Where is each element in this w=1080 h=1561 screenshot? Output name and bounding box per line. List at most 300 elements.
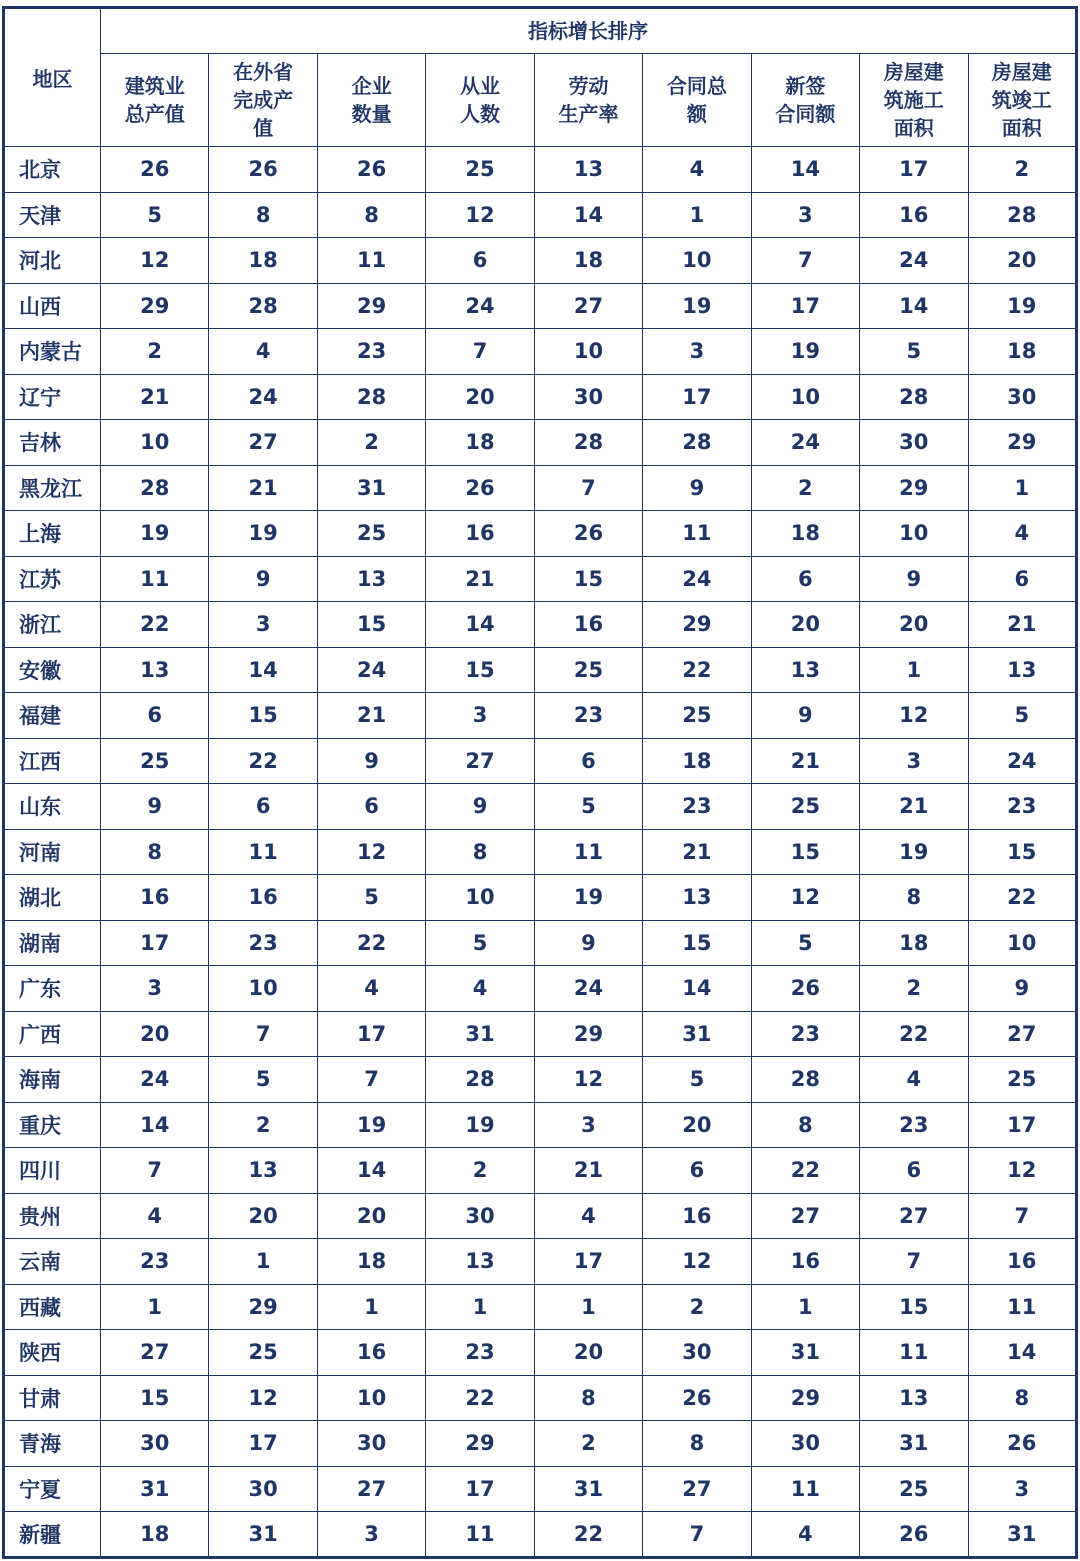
rank-cell: 16 — [101, 875, 209, 921]
rank-cell: 25 — [751, 784, 859, 830]
region-column-header: 地区 — [4, 8, 101, 147]
rank-cell: 14 — [426, 602, 534, 648]
rank-cell: 18 — [209, 238, 317, 284]
rank-cell: 4 — [643, 147, 751, 193]
region-name: 广西 — [4, 1011, 101, 1057]
rank-cell: 8 — [426, 829, 534, 875]
region-name: 宁夏 — [4, 1466, 101, 1512]
rank-cell: 18 — [534, 238, 642, 284]
rank-cell: 3 — [968, 1466, 1077, 1512]
rank-cell: 14 — [317, 1148, 425, 1194]
rank-cell: 22 — [209, 738, 317, 784]
table-row — [4, 1057, 1077, 1103]
table-row — [4, 738, 1077, 784]
rank-cell: 3 — [317, 1512, 425, 1558]
rank-cell: 2 — [643, 1284, 751, 1330]
rank-cell: 30 — [643, 1330, 751, 1376]
rank-cell: 17 — [534, 1239, 642, 1285]
rank-cell: 30 — [209, 1466, 317, 1512]
rank-cell: 21 — [426, 556, 534, 602]
rank-cell: 29 — [751, 1375, 859, 1421]
rank-cell: 17 — [209, 1421, 317, 1467]
rank-cell: 15 — [968, 829, 1077, 875]
rank-cell: 8 — [317, 192, 425, 238]
rank-cell: 7 — [751, 238, 859, 284]
region-name: 云南 — [4, 1239, 101, 1285]
rank-cell: 18 — [317, 1239, 425, 1285]
rank-cell: 27 — [751, 1193, 859, 1239]
table-row — [4, 1421, 1077, 1467]
rank-cell: 3 — [534, 1102, 642, 1148]
rank-cell: 7 — [209, 1011, 317, 1057]
rank-cell: 16 — [860, 192, 968, 238]
rank-cell: 30 — [426, 1193, 534, 1239]
rank-cell: 8 — [209, 192, 317, 238]
table-row — [4, 1193, 1077, 1239]
column-header-row — [4, 54, 1077, 147]
rank-cell: 13 — [751, 647, 859, 693]
rank-cell: 18 — [860, 920, 968, 966]
rank-cell: 20 — [643, 1102, 751, 1148]
rank-cell: 19 — [101, 511, 209, 557]
rank-cell: 12 — [317, 829, 425, 875]
region-name: 安徽 — [4, 647, 101, 693]
rank-cell: 15 — [426, 647, 534, 693]
table-row — [4, 556, 1077, 602]
table-row — [4, 1239, 1077, 1285]
rank-cell: 8 — [534, 1375, 642, 1421]
rank-cell: 22 — [968, 875, 1077, 921]
rank-cell: 23 — [317, 329, 425, 375]
rank-cell: 14 — [643, 966, 751, 1012]
rank-cell: 15 — [751, 829, 859, 875]
rank-cell: 9 — [860, 556, 968, 602]
table-body — [4, 147, 1077, 1558]
rank-cell: 9 — [426, 784, 534, 830]
region-name: 福建 — [4, 693, 101, 739]
rank-cell: 19 — [426, 1102, 534, 1148]
rank-cell: 20 — [860, 602, 968, 648]
table-row — [4, 966, 1077, 1012]
rank-cell: 14 — [534, 192, 642, 238]
rank-cell: 21 — [209, 465, 317, 511]
rank-cell: 12 — [643, 1239, 751, 1285]
rank-cell: 15 — [534, 556, 642, 602]
region-name: 浙江 — [4, 602, 101, 648]
rank-cell: 4 — [534, 1193, 642, 1239]
rank-cell: 12 — [101, 238, 209, 284]
rank-cell: 26 — [751, 966, 859, 1012]
rank-cell: 31 — [209, 1512, 317, 1558]
rank-cell: 4 — [317, 966, 425, 1012]
rank-cell: 28 — [426, 1057, 534, 1103]
region-name: 湖南 — [4, 920, 101, 966]
rank-cell: 26 — [860, 1512, 968, 1558]
rank-cell: 13 — [317, 556, 425, 602]
table-row — [4, 1148, 1077, 1194]
rank-cell: 21 — [317, 693, 425, 739]
rank-cell: 19 — [643, 283, 751, 329]
rank-cell: 30 — [101, 1421, 209, 1467]
table-row — [4, 1284, 1077, 1330]
rank-cell: 25 — [426, 147, 534, 193]
rank-cell: 6 — [534, 738, 642, 784]
rank-cell: 27 — [860, 1193, 968, 1239]
rank-cell: 6 — [317, 784, 425, 830]
table-row — [4, 784, 1077, 830]
rank-cell: 26 — [209, 147, 317, 193]
region-name: 河北 — [4, 238, 101, 284]
rank-cell: 17 — [751, 283, 859, 329]
rank-cell: 1 — [860, 647, 968, 693]
rank-cell: 28 — [643, 420, 751, 466]
rank-cell: 3 — [643, 329, 751, 375]
column-header: 企业 数量 — [317, 54, 425, 147]
rank-cell: 6 — [968, 556, 1077, 602]
rank-cell: 19 — [209, 511, 317, 557]
rank-cell: 19 — [534, 875, 642, 921]
rank-cell: 24 — [643, 556, 751, 602]
rank-cell: 15 — [101, 1375, 209, 1421]
rank-cell: 9 — [317, 738, 425, 784]
rank-cell: 8 — [643, 1421, 751, 1467]
table-row — [4, 920, 1077, 966]
rank-cell: 5 — [643, 1057, 751, 1103]
rank-cell: 18 — [968, 329, 1077, 375]
rank-cell: 27 — [426, 738, 534, 784]
rank-cell: 26 — [426, 465, 534, 511]
rank-cell: 9 — [643, 465, 751, 511]
rank-cell: 20 — [968, 238, 1077, 284]
table-row — [4, 693, 1077, 739]
rank-cell: 22 — [101, 602, 209, 648]
header-group-row — [4, 8, 1077, 54]
rank-cell: 18 — [751, 511, 859, 557]
region-name: 江苏 — [4, 556, 101, 602]
rank-cell: 5 — [209, 1057, 317, 1103]
region-name: 天津 — [4, 192, 101, 238]
rank-cell: 10 — [426, 875, 534, 921]
region-name: 陕西 — [4, 1330, 101, 1376]
rank-cell: 14 — [101, 1102, 209, 1148]
rank-cell: 21 — [860, 784, 968, 830]
rank-cell: 20 — [426, 374, 534, 420]
rank-cell: 24 — [317, 647, 425, 693]
rank-cell: 7 — [860, 1239, 968, 1285]
rank-cell: 18 — [101, 1512, 209, 1558]
rank-cell: 10 — [101, 420, 209, 466]
rank-cell: 2 — [751, 465, 859, 511]
rank-cell: 28 — [751, 1057, 859, 1103]
region-name: 甘肃 — [4, 1375, 101, 1421]
rank-cell: 4 — [209, 329, 317, 375]
rank-cell: 11 — [860, 1330, 968, 1376]
rank-cell: 5 — [860, 329, 968, 375]
region-name: 湖北 — [4, 875, 101, 921]
rank-cell: 31 — [101, 1466, 209, 1512]
rank-cell: 2 — [860, 966, 968, 1012]
rank-cell: 1 — [534, 1284, 642, 1330]
rank-cell: 21 — [968, 602, 1077, 648]
rank-cell: 28 — [534, 420, 642, 466]
rank-cell: 23 — [968, 784, 1077, 830]
rank-cell: 23 — [209, 920, 317, 966]
rank-cell: 14 — [209, 647, 317, 693]
rank-cell: 2 — [968, 147, 1077, 193]
rank-cell: 19 — [751, 329, 859, 375]
rank-cell: 25 — [534, 647, 642, 693]
rank-cell: 6 — [209, 784, 317, 830]
rank-cell: 31 — [534, 1466, 642, 1512]
rank-cell: 15 — [860, 1284, 968, 1330]
region-name: 黑龙江 — [4, 465, 101, 511]
rank-cell: 29 — [209, 1284, 317, 1330]
rank-cell: 2 — [209, 1102, 317, 1148]
rank-cell: 16 — [426, 511, 534, 557]
rank-cell: 1 — [209, 1239, 317, 1285]
rank-cell: 29 — [534, 1011, 642, 1057]
rank-cell: 15 — [643, 920, 751, 966]
region-name: 山东 — [4, 784, 101, 830]
table-row — [4, 875, 1077, 921]
rank-cell: 8 — [968, 1375, 1077, 1421]
rank-cell: 7 — [968, 1193, 1077, 1239]
rank-cell: 16 — [643, 1193, 751, 1239]
rank-cell: 22 — [751, 1148, 859, 1194]
rank-cell: 23 — [643, 784, 751, 830]
table-header — [4, 8, 1077, 147]
region-name: 四川 — [4, 1148, 101, 1194]
rank-cell: 31 — [751, 1330, 859, 1376]
table-row — [4, 1011, 1077, 1057]
indicator-group-header: 指标增长排序 — [101, 8, 1077, 54]
rank-cell: 12 — [209, 1375, 317, 1421]
region-name: 内蒙古 — [4, 329, 101, 375]
rank-cell: 25 — [101, 738, 209, 784]
column-header: 合同总 额 — [643, 54, 751, 147]
rank-cell: 24 — [426, 283, 534, 329]
rank-cell: 20 — [209, 1193, 317, 1239]
rank-cell: 8 — [860, 875, 968, 921]
table-row — [4, 1330, 1077, 1376]
rank-cell: 13 — [426, 1239, 534, 1285]
rank-cell: 28 — [860, 374, 968, 420]
rank-cell: 10 — [209, 966, 317, 1012]
column-header: 劳动 生产率 — [534, 54, 642, 147]
rank-cell: 22 — [643, 647, 751, 693]
rank-cell: 5 — [101, 192, 209, 238]
column-header: 建筑业 总产值 — [101, 54, 209, 147]
rank-cell: 4 — [751, 1512, 859, 1558]
rank-cell: 27 — [643, 1466, 751, 1512]
rank-cell: 5 — [751, 920, 859, 966]
column-header: 房屋建 筑施工 面积 — [860, 54, 968, 147]
rank-cell: 5 — [968, 693, 1077, 739]
rank-cell: 20 — [101, 1011, 209, 1057]
rank-cell: 7 — [101, 1148, 209, 1194]
rank-cell: 21 — [101, 374, 209, 420]
table-row — [4, 1466, 1077, 1512]
rank-cell: 26 — [968, 1421, 1077, 1467]
rank-cell: 4 — [968, 511, 1077, 557]
rank-cell: 6 — [751, 556, 859, 602]
rank-cell: 14 — [751, 147, 859, 193]
table-row — [4, 420, 1077, 466]
rank-cell: 12 — [751, 875, 859, 921]
rank-cell: 11 — [426, 1512, 534, 1558]
rank-cell: 7 — [426, 329, 534, 375]
rank-cell: 25 — [317, 511, 425, 557]
region-name: 山西 — [4, 283, 101, 329]
region-name: 河南 — [4, 829, 101, 875]
rank-cell: 12 — [426, 192, 534, 238]
rank-cell: 4 — [101, 1193, 209, 1239]
rank-cell: 24 — [860, 238, 968, 284]
rank-cell: 27 — [968, 1011, 1077, 1057]
rank-cell: 17 — [860, 147, 968, 193]
rank-cell: 23 — [101, 1239, 209, 1285]
rank-cell: 27 — [101, 1330, 209, 1376]
rank-cell: 17 — [426, 1466, 534, 1512]
rank-cell: 13 — [968, 647, 1077, 693]
rank-cell: 7 — [534, 465, 642, 511]
rank-cell: 20 — [317, 1193, 425, 1239]
region-name: 辽宁 — [4, 374, 101, 420]
rank-cell: 11 — [968, 1284, 1077, 1330]
table-row — [4, 1512, 1077, 1558]
rank-cell: 2 — [534, 1421, 642, 1467]
rank-cell: 14 — [968, 1330, 1077, 1376]
rank-cell: 9 — [101, 784, 209, 830]
table-row — [4, 465, 1077, 511]
rank-cell: 11 — [534, 829, 642, 875]
rank-cell: 20 — [534, 1330, 642, 1376]
rank-cell: 29 — [860, 465, 968, 511]
rank-cell: 23 — [534, 693, 642, 739]
rank-cell: 10 — [751, 374, 859, 420]
rank-cell: 23 — [426, 1330, 534, 1376]
rank-cell: 24 — [209, 374, 317, 420]
region-name: 吉林 — [4, 420, 101, 466]
table-row — [4, 283, 1077, 329]
rank-cell: 27 — [534, 283, 642, 329]
rank-cell: 21 — [751, 738, 859, 784]
ranking-table — [2, 6, 1078, 1559]
rank-cell: 27 — [317, 1466, 425, 1512]
rank-cell: 26 — [643, 1375, 751, 1421]
rank-cell: 16 — [751, 1239, 859, 1285]
region-name: 海南 — [4, 1057, 101, 1103]
rank-cell: 4 — [426, 966, 534, 1012]
rank-cell: 8 — [101, 829, 209, 875]
rank-cell: 10 — [534, 329, 642, 375]
rank-cell: 22 — [426, 1375, 534, 1421]
rank-cell: 1 — [317, 1284, 425, 1330]
table-row — [4, 829, 1077, 875]
table-row — [4, 602, 1077, 648]
rank-cell: 22 — [534, 1512, 642, 1558]
rank-cell: 16 — [534, 602, 642, 648]
rank-cell: 6 — [426, 238, 534, 284]
rank-cell: 17 — [968, 1102, 1077, 1148]
rank-cell: 9 — [534, 920, 642, 966]
column-header: 从业 人数 — [426, 54, 534, 147]
region-name: 新疆 — [4, 1512, 101, 1558]
rank-cell: 3 — [101, 966, 209, 1012]
rank-cell: 2 — [426, 1148, 534, 1194]
rank-cell: 9 — [209, 556, 317, 602]
rank-cell: 8 — [751, 1102, 859, 1148]
rank-cell: 10 — [968, 920, 1077, 966]
rank-cell: 25 — [643, 693, 751, 739]
table-row — [4, 147, 1077, 193]
rank-cell: 31 — [968, 1512, 1077, 1558]
region-name: 江西 — [4, 738, 101, 784]
table-row — [4, 1375, 1077, 1421]
table-row — [4, 329, 1077, 375]
rank-cell: 6 — [101, 693, 209, 739]
rank-cell: 9 — [751, 693, 859, 739]
rank-cell: 7 — [317, 1057, 425, 1103]
rank-cell: 31 — [860, 1421, 968, 1467]
rank-cell: 26 — [534, 511, 642, 557]
rank-cell: 6 — [860, 1148, 968, 1194]
rank-cell: 15 — [209, 693, 317, 739]
rank-cell: 30 — [534, 374, 642, 420]
rank-cell: 10 — [860, 511, 968, 557]
rank-cell: 20 — [751, 602, 859, 648]
region-name: 上海 — [4, 511, 101, 557]
rank-cell: 26 — [101, 147, 209, 193]
rank-cell: 10 — [317, 1375, 425, 1421]
rank-cell: 3 — [209, 602, 317, 648]
rank-cell: 28 — [101, 465, 209, 511]
rank-cell: 28 — [968, 192, 1077, 238]
rank-cell: 29 — [643, 602, 751, 648]
rank-cell: 12 — [968, 1148, 1077, 1194]
rank-cell: 24 — [534, 966, 642, 1012]
rank-cell: 22 — [860, 1011, 968, 1057]
rank-cell: 28 — [209, 283, 317, 329]
rank-cell: 14 — [860, 283, 968, 329]
rank-cell: 7 — [643, 1512, 751, 1558]
rank-cell: 11 — [317, 238, 425, 284]
rank-cell: 25 — [860, 1466, 968, 1512]
rank-cell: 24 — [101, 1057, 209, 1103]
rank-cell: 18 — [426, 420, 534, 466]
rank-cell: 29 — [317, 283, 425, 329]
rank-cell: 16 — [968, 1239, 1077, 1285]
rank-cell: 25 — [968, 1057, 1077, 1103]
rank-cell: 13 — [643, 875, 751, 921]
rank-cell: 1 — [751, 1284, 859, 1330]
rank-cell: 25 — [209, 1330, 317, 1376]
region-name: 广东 — [4, 966, 101, 1012]
column-header: 在外省 完成产 值 — [209, 54, 317, 147]
region-name: 贵州 — [4, 1193, 101, 1239]
region-name: 北京 — [4, 147, 101, 193]
rank-cell: 31 — [426, 1011, 534, 1057]
rank-cell: 12 — [860, 693, 968, 739]
rank-cell: 1 — [643, 192, 751, 238]
table-row — [4, 238, 1077, 284]
region-name: 青海 — [4, 1421, 101, 1467]
rank-cell: 30 — [751, 1421, 859, 1467]
rank-cell: 24 — [751, 420, 859, 466]
rank-cell: 11 — [643, 511, 751, 557]
rank-cell: 3 — [751, 192, 859, 238]
rank-cell: 11 — [751, 1466, 859, 1512]
